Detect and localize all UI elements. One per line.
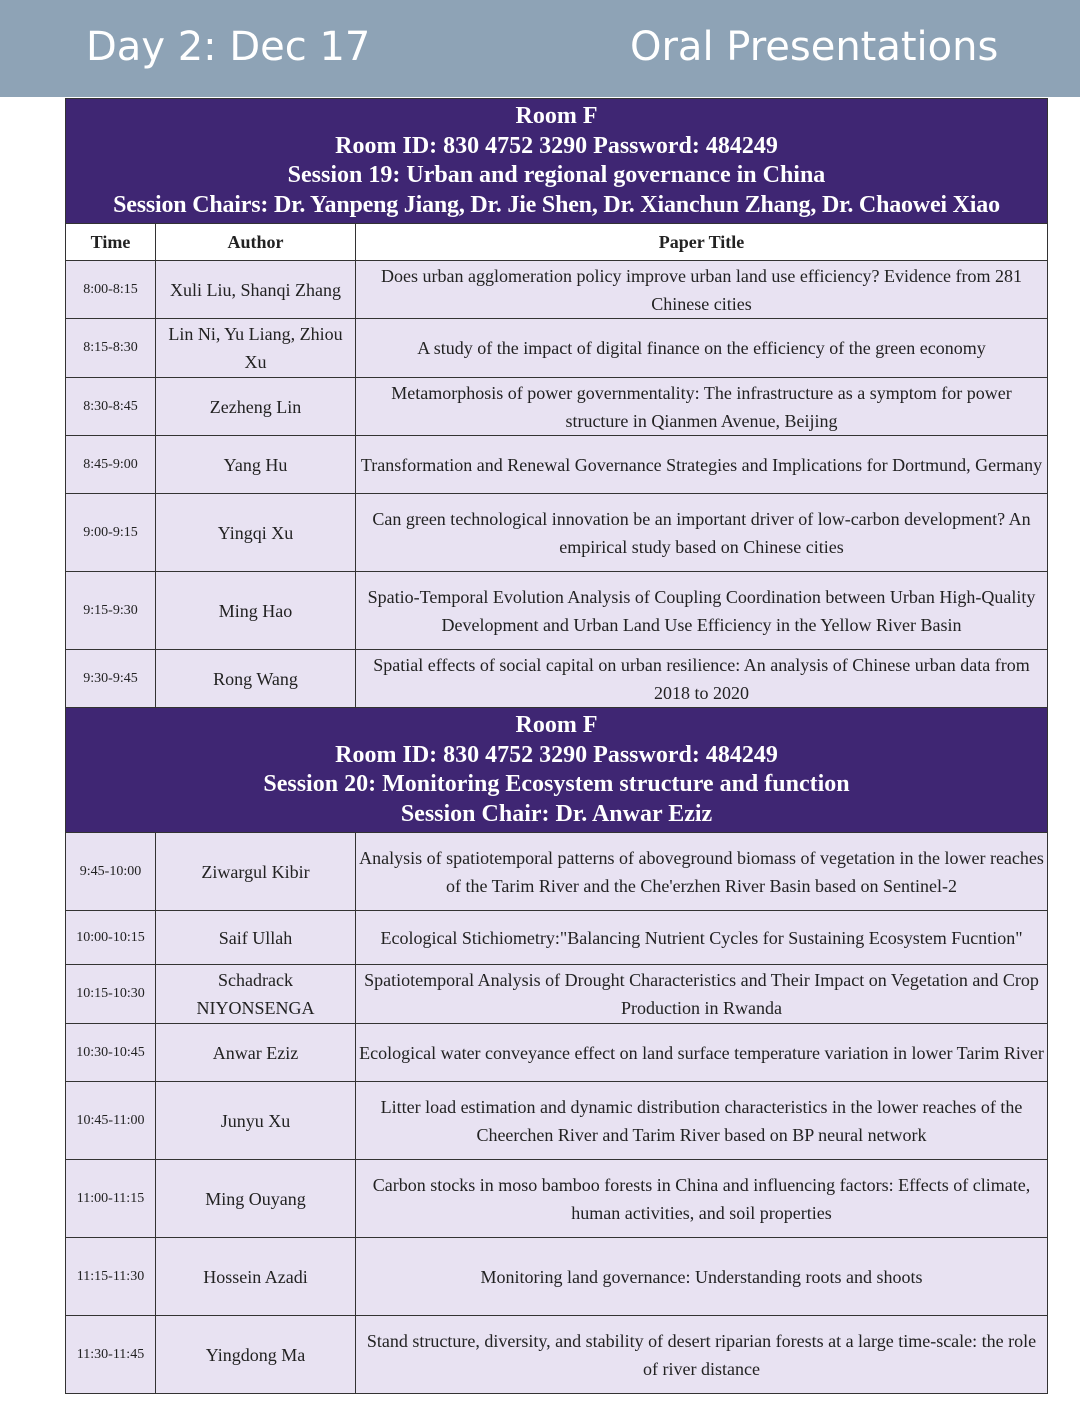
table-row (66, 1082, 1048, 1160)
paper-title-cell: A study of the impact of digital finance on the efficiency of the green economy (356, 319, 1048, 378)
paper-title-cell: Transformation and Renewal Governance Strategies and Implications for Dortmund, Germany (356, 436, 1048, 494)
author-cell: Ziwargul Kibir (156, 833, 356, 911)
paper-title-cell: Metamorphosis of power governmentality: The infrastructure as a symptom for power structure in Qianmen Avenue, Beijing (356, 378, 1048, 436)
time-cell: 11:15-11:30 (66, 1238, 156, 1316)
table-row (66, 965, 1048, 1024)
session-20-header-cell (66, 708, 1048, 833)
table-row (66, 650, 1048, 708)
author-cell: Ming Hao (156, 572, 356, 650)
author-cell: Yang Hu (156, 436, 356, 494)
table-row (66, 911, 1048, 965)
session-19-header-cell (66, 99, 1048, 224)
author-cell: Ming Ouyang (156, 1160, 356, 1238)
paper-title-cell: Spatiotemporal Analysis of Drought Characteristics and Their Impact on Vegetation and Crop Production in Rwanda (356, 965, 1048, 1024)
banner-title: Oral Presentations (630, 24, 999, 70)
author-cell: Zezheng Lin (156, 378, 356, 436)
author-cell: Rong Wang (156, 650, 356, 708)
day-label: Day 2: Dec 17 (86, 24, 371, 70)
table-row (66, 833, 1048, 911)
time-cell: 8:00-8:15 (66, 261, 156, 319)
table-row (66, 378, 1048, 436)
time-cell: 11:30-11:45 (66, 1316, 156, 1394)
time-cell: 8:15-8:30 (66, 319, 156, 378)
author-cell: Yingqi Xu (156, 494, 356, 572)
session-20-chairs: Session Chair: Dr. Anwar Eziz (400, 800, 713, 827)
table-row (66, 1024, 1048, 1082)
schedule-table (65, 98, 1048, 1394)
time-cell: 9:15-9:30 (66, 572, 156, 650)
author-column-header: Author (156, 224, 356, 261)
author-cell: Junyu Xu (156, 1082, 356, 1160)
author-cell: Yingdong Ma (156, 1316, 356, 1394)
time-cell: 10:30-10:45 (66, 1024, 156, 1082)
title-column-header: Paper Title (356, 224, 1048, 261)
time-cell: 11:00-11:15 (66, 1160, 156, 1238)
session-20-room: Room F (515, 712, 598, 738)
author-cell: Schadrack NIYONSENGA (156, 965, 356, 1024)
paper-title-cell: Litter load estimation and dynamic distribution characteristics in the lower reaches of the Cheerchen River and Tarim River based on BP neural network (356, 1082, 1048, 1160)
paper-title-cell: Carbon stocks in moso bamboo forests in China and influencing factors: Effects of climate, human activities, and soil properties (356, 1160, 1048, 1238)
table-row (66, 494, 1048, 572)
time-cell: 9:00-9:15 (66, 494, 156, 572)
time-cell: 8:30-8:45 (66, 378, 156, 436)
time-column-header: Time (66, 224, 156, 261)
paper-title-cell: Can green technological innovation be an important driver of low-carbon development? An empirical study based on Chinese cities (356, 494, 1048, 572)
table-row (66, 319, 1048, 378)
paper-title-cell: Does urban agglomeration policy improve urban land use efficiency? Evidence from 281 Chinese cities (356, 261, 1048, 319)
page-banner (0, 0, 1080, 97)
author-cell: Saif Ullah (156, 911, 356, 965)
session-19-room: Room F (515, 103, 598, 129)
time-cell: 8:45-9:00 (66, 436, 156, 494)
session-19-room-id: Room ID: 830 4752 3290 Password: 484249 (335, 132, 778, 159)
time-cell: 10:15-10:30 (66, 965, 156, 1024)
schedule-body (66, 99, 1048, 1394)
column-header-row (66, 224, 1048, 261)
time-cell: 9:45-10:00 (66, 833, 156, 911)
author-cell: Lin Ni, Yu Liang, Zhiou Xu (156, 319, 356, 378)
session-20-room-id: Room ID: 830 4752 3290 Password: 484249 (335, 741, 778, 768)
paper-title-cell: Ecological Stichiometry:"Balancing Nutrient Cycles for Sustaining Ecosystem Fucntion" (356, 911, 1048, 965)
time-cell: 10:45-11:00 (66, 1082, 156, 1160)
session-19-header (66, 99, 1048, 224)
session-19-title: Session 19: Urban and regional governance in China (287, 162, 826, 188)
author-cell: Hossein Azadi (156, 1238, 356, 1316)
author-cell: Xuli Liu, Shanqi Zhang (156, 261, 356, 319)
table-row (66, 261, 1048, 319)
author-cell: Anwar Eziz (156, 1024, 356, 1082)
paper-title-cell: Stand structure, diversity, and stability of desert riparian forests at a large time-scale: the role of river distance (356, 1316, 1048, 1394)
paper-title-cell: Ecological water conveyance effect on land surface temperature variation in lower Tarim River (356, 1024, 1048, 1082)
paper-title-cell: Spatial effects of social capital on urban resilience: An analysis of Chinese urban data from 2018 to 2020 (356, 650, 1048, 708)
session-20-title: Session 20: Monitoring Ecosystem structure and function (263, 771, 850, 797)
paper-title-cell: Monitoring land governance: Understanding roots and shoots (356, 1238, 1048, 1316)
table-row (66, 1160, 1048, 1238)
table-row (66, 436, 1048, 494)
paper-title-cell: Analysis of spatiotemporal patterns of aboveground biomass of vegetation in the lower reaches of the Tarim River and the Che'erzhen River Basin based on Sentinel-2 (356, 833, 1048, 911)
table-row (66, 572, 1048, 650)
table-row (66, 1316, 1048, 1394)
session-19-chairs: Session Chairs: Dr. Yanpeng Jiang, Dr. Jie Shen, Dr. Xianchun Zhang, Dr. Chaowei Xiao (113, 191, 1000, 218)
session-20-header (66, 708, 1048, 833)
table-row (66, 1238, 1048, 1316)
time-cell: 10:00-10:15 (66, 911, 156, 965)
time-cell: 9:30-9:45 (66, 650, 156, 708)
paper-title-cell: Spatio-Temporal Evolution Analysis of Coupling Coordination between Urban High-Quality Development and Urban Land Use Efficiency in the Yellow River Basin (356, 572, 1048, 650)
